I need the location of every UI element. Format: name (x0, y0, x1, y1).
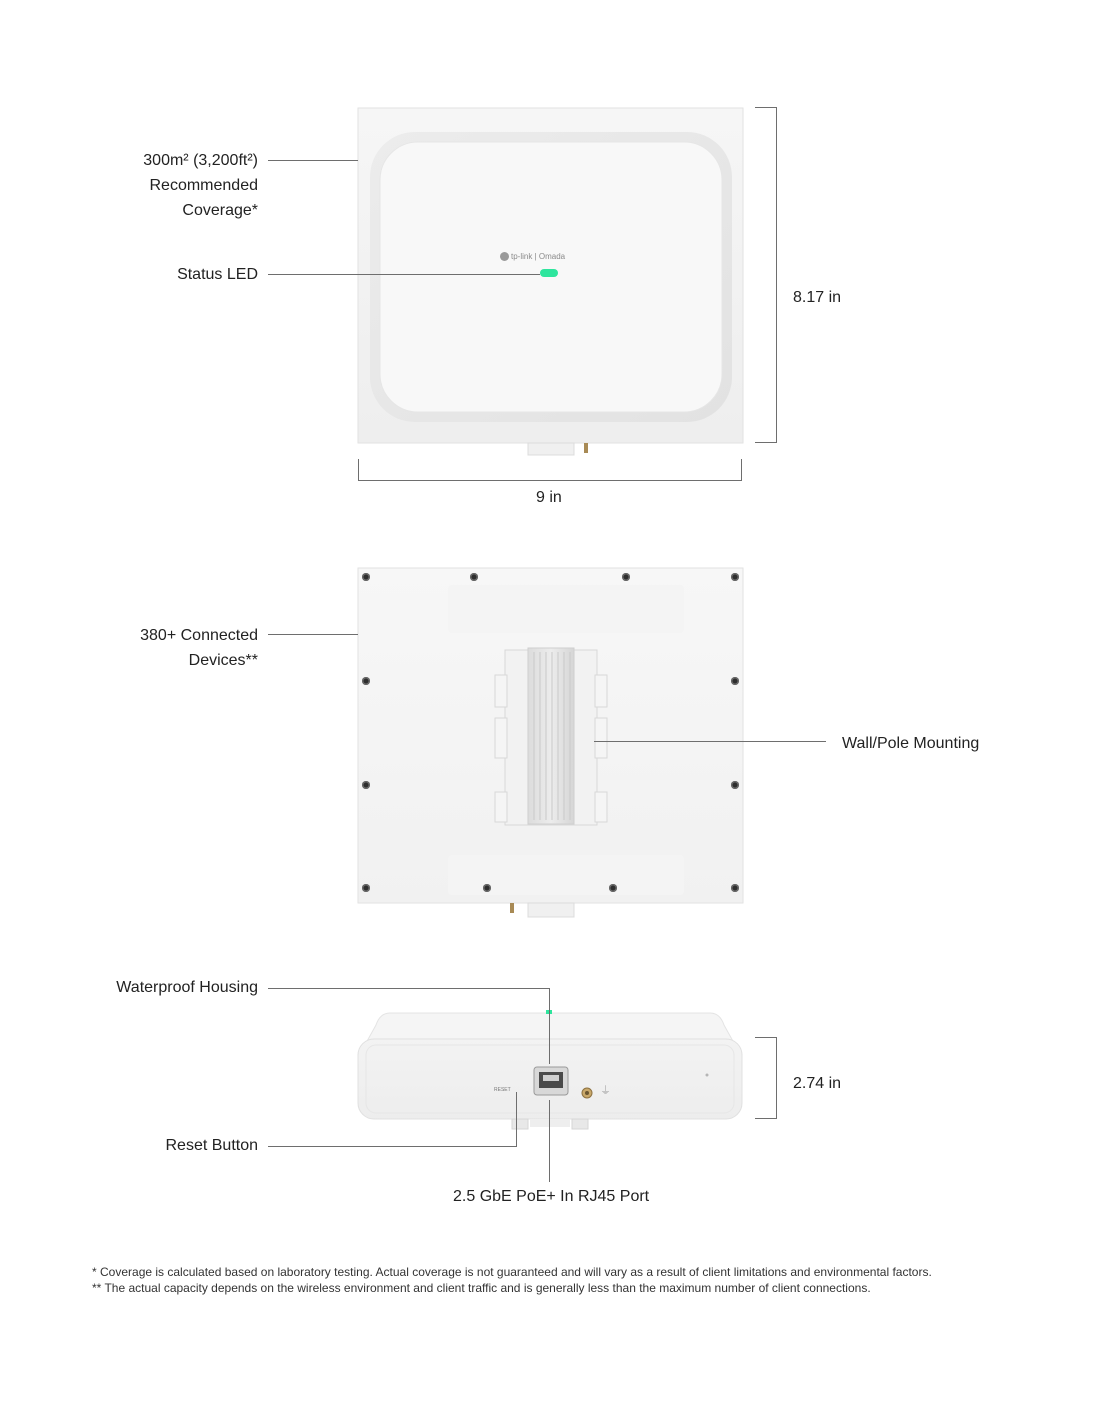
coverage-label: 300m² (3,200ft²) Recommended Coverage* (143, 152, 258, 219)
screw-icon (731, 781, 739, 789)
mounting-leader-line (594, 741, 826, 742)
coverage-leader-line (268, 160, 358, 161)
ground-icon: ⏚ (600, 1085, 611, 1097)
reset-leader-vertical (516, 1092, 517, 1147)
screw-icon (362, 884, 370, 892)
waterproof-housing-label: Waterproof Housing (116, 979, 258, 996)
status-led (540, 269, 558, 277)
bottom-panel-image (350, 1005, 750, 1135)
screw-icon (362, 781, 370, 789)
height-bracket-bottom (755, 442, 777, 443)
screw-icon (731, 677, 739, 685)
devices-leader-line (268, 634, 358, 635)
bottom-height-bracket-vertical (776, 1037, 777, 1119)
width-bracket-horizontal (358, 480, 742, 481)
wall-pole-mounting-label: Wall/Pole Mounting (842, 735, 980, 752)
screw-icon (362, 677, 370, 685)
brand-logo: tp-link | Omada (500, 252, 565, 261)
rj45-port-label: 2.5 GbE PoE+ In RJ45 Port (453, 1188, 650, 1205)
capacity-footnote: ** The actual capacity depends on the wireless environment and client traffic and is generally less than the maximum number of client connections. (92, 1281, 871, 1295)
bottom-height-dimension: 2.74 in (793, 1075, 842, 1092)
width-bracket-right (741, 459, 742, 481)
front-height-dimension: 8.17 in (793, 289, 842, 306)
reset-silkscreen: RESET (494, 1087, 511, 1093)
port-leader-vertical (549, 1100, 550, 1182)
screw-icon (622, 573, 630, 581)
height-bracket-vertical (776, 107, 777, 443)
bottom-height-bracket-top (755, 1037, 777, 1038)
screw-icon (731, 573, 739, 581)
back-panel-image (350, 560, 750, 920)
screw-icon (609, 884, 617, 892)
height-bracket-top (755, 107, 777, 108)
waterproof-leader-vertical (549, 988, 550, 1064)
status-led-label: Status LED (177, 266, 258, 283)
status-led-leader-line (268, 274, 540, 275)
reset-button-label: Reset Button (165, 1137, 258, 1154)
front-panel-image (350, 100, 750, 462)
tp-link-logo-icon (500, 252, 509, 261)
front-width-dimension: 9 in (536, 489, 562, 506)
coverage-footnote: * Coverage is calculated based on laboratory testing. Actual coverage is not guaranteed and will vary as a result of client limitations and environmental factors. (92, 1265, 932, 1279)
bottom-height-bracket-bottom (755, 1118, 777, 1119)
screw-icon (483, 884, 491, 892)
width-bracket-left (358, 459, 359, 481)
footnotes (92, 1264, 992, 1296)
connected-devices-label: 380+ Connected Devices** (140, 627, 258, 669)
screw-icon (731, 884, 739, 892)
reset-leader-horizontal (268, 1146, 517, 1147)
screw-icon (362, 573, 370, 581)
screw-icon (470, 573, 478, 581)
waterproof-leader-horizontal (268, 988, 550, 989)
